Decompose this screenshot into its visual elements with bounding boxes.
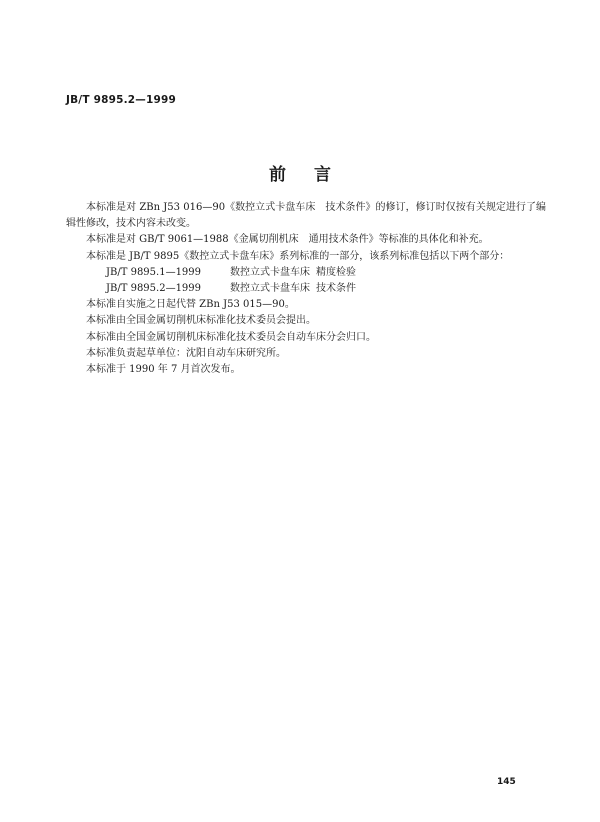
series-item-code: JB/T 9895.1—1999 [106,266,202,278]
series-item-code: JB/T 9895.2—1999 [106,283,202,295]
page-number: 145 [497,777,516,787]
paragraph-supplement-note: 本标准是对 GB/T 9061—1988《金属切削机床 通用技术条件》等标准的具体化和补充。 [86,234,489,246]
paragraph-revision-note: 本标准是对 ZBn J53 016—90《数控立式卡盘车床 技术条件》的修订，修订时仅按有关规定进行了编辑性修改，技术内容未改变。 [66,202,546,230]
foreword-body [66,200,546,378]
paragraph-series-note: 本标准是 JB/T 9895《数控立式卡盘车床》系列标准的一部分，该系列标准包括以下两个部分： [86,250,510,262]
paragraph-first-issue-note: 本标准于 1990 年 7 月首次发布。 [86,364,241,376]
series-list-item [66,265,546,281]
paragraph-replacement-note: 本标准自实施之日起代替 ZBn J53 015—90。 [86,299,295,311]
series-item-name: 数控立式卡盘车床 [230,283,310,295]
paragraph-proposer-note: 本标准由全国金属切削机床标准化技术委员会提出。 [86,315,316,327]
standard-code: JB/T 9895.2—1999 [66,94,177,106]
series-item-part: 技术条件 [316,283,356,295]
paragraph-drafter-note: 本标准负责起草单位：沈阳自动车床研究所。 [86,347,286,359]
paragraph-jurisdiction-note: 本标准由全国金属切削机床标准化技术委员会自动车床分会归口。 [86,331,376,343]
series-item-part: 精度检验 [316,266,356,278]
series-item-name: 数控立式卡盘车床 [230,266,310,278]
page-title: 前言 [269,165,359,185]
series-list-item [66,281,546,297]
